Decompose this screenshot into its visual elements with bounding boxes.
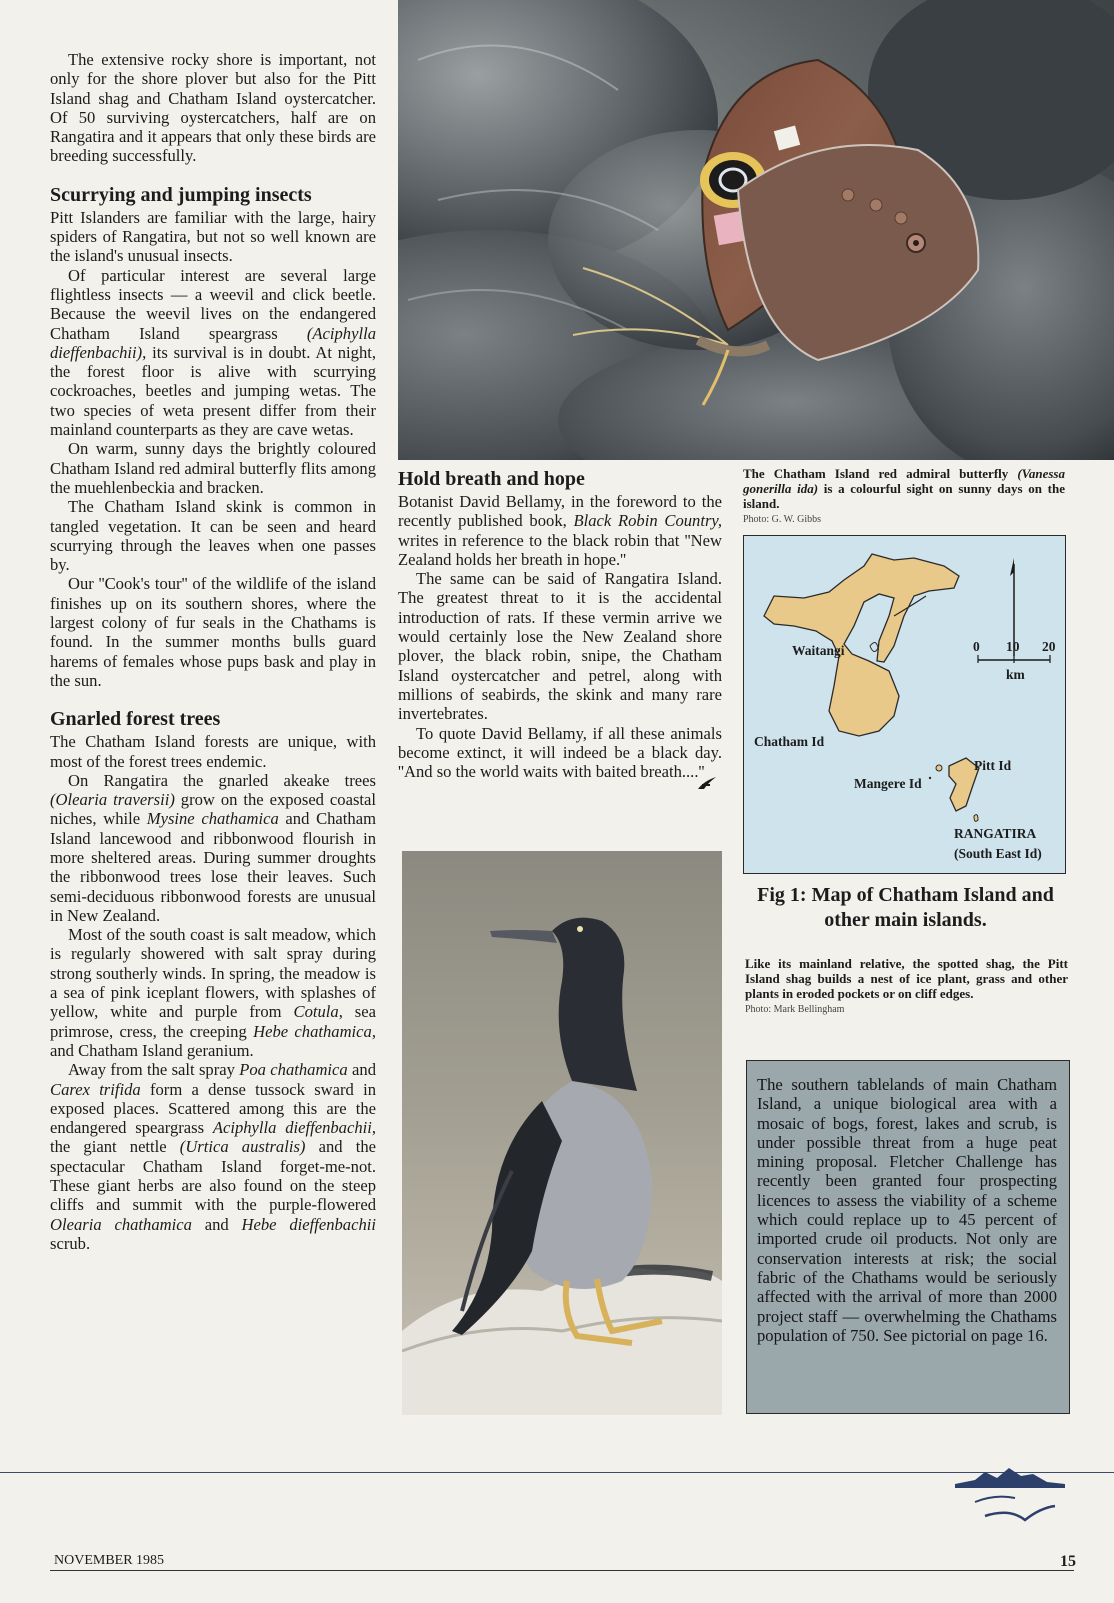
hope-paragraph-1: Botanist David Bellamy, in the foreword to the recently published book, Black Robin Country, writes in reference to the black robin that ''New Zealand holds her breath in hope.''	[398, 492, 722, 569]
magazine-logo-icon	[955, 1458, 1065, 1534]
scale-label-10: 10	[1006, 639, 1020, 654]
insects-paragraph-1: Pitt Islanders are familiar with the large, hairy spiders of Rangatira, but not so well known are the island's unusual insects.	[50, 207, 376, 266]
insects-paragraph-2: Of particular interest are several large flightless insects — a weevil and click beetle. Because the weevil lives on the endangered Chatham Island speargrass (Aciphylla dieffenbachii), its survival is in doubt. At night, the forest floor is alive with scurrying cockroaches, beetles and jumping wetas. The two species of weta present differ from their mainland counterparts as they are cave wetas.	[50, 265, 376, 440]
shag-photo-credit: Photo: Mark Bellingham	[745, 1004, 845, 1015]
middle-column	[398, 468, 722, 796]
forest-paragraph-1: The Chatham Island forests are unique, with most of the forest trees endemic.	[50, 732, 376, 771]
heading-insects: Scurrying and jumping insects	[50, 183, 312, 206]
footer-date: NOVEMBER 1985	[54, 1553, 165, 1568]
label-chatham: Chatham Id	[754, 734, 825, 749]
heading-hope: Hold breath and hope	[398, 468, 585, 490]
label-waitangi: Waitangi	[792, 643, 845, 658]
forest-paragraph-2: On Rangatira the gnarled akeake trees (Olearia traversii) grow on the exposed coastal niches, while Mysine chathamica and Chatham Island lancewood and ribbonwood flourish in more sheltered areas. During summer droughts the ribbonwood trees lose their leaves. Such semi-deciduous ribbonwood forests are unusual in New Zealand.	[50, 770, 376, 925]
scale-label-km: km	[1006, 667, 1025, 682]
map-figure-title: Fig 1: Map of Chatham Island and other main islands.	[757, 884, 1054, 931]
shag-illustration	[402, 851, 722, 1415]
mangere-island-shape	[936, 765, 942, 771]
scale-label-20: 20	[1042, 639, 1056, 654]
forest-paragraph-4: Away from the salt spray Poa chathamica and Carex trifida form a dense tussock sward in exposed places. Scattered among this are the endangered speargrass Aciphylla dieffenbachii, the giant nettle (Urtica australis) and the spectacular Chatham Island forget-me-not. These giant herbs are also found on the steep cliffs and summit with the purple-flowered Olearia chathamica and Hebe dieffenbachii scrub.	[50, 1060, 376, 1253]
left-column	[50, 50, 376, 1253]
footer-rule	[0, 1472, 1114, 1473]
forest-paragraph-3: Most of the south coast is salt meadow, which is regularly showered with salt spray during strong southerly winds. In spring, the meadow is a sea of pink iceplant flowers, with splashes of yellow, white and purple from Cotula, sea primrose, cress, the creeping Hebe chathamica, and Chatham Island geranium.	[50, 925, 376, 1060]
map-islands	[744, 536, 1066, 874]
insects-paragraph-3: On warm, sunny days the brightly coloured Chatham Island red admiral butterfly flits among the muehlenbeckia and bracken.	[50, 439, 376, 497]
hope-paragraph-3: To quote David Bellamy, if all these animals become extinct, it will indeed be a black day. ''And so the world waits with baited breath....''	[398, 723, 722, 782]
label-rangatira: RANGATIRA	[954, 826, 1037, 841]
hope-paragraph-2: The same can be said of Rangatira Island. The greatest threat to it is the accidental introduction of rats. If these vermin arrive we would certainly lose the New Zealand shore plover, the black robin, snipe, the Chatham Island oystercatcher and petrel, along with millions of seabirds, the skink and many rare invertebrates.	[398, 569, 722, 724]
scale-label-0: 0	[973, 639, 980, 654]
label-south-east: (South East Id)	[954, 846, 1042, 861]
page-number: 15	[1060, 1553, 1076, 1570]
butterfly-photo-credit: Photo: G. W. Gibbs	[743, 514, 822, 525]
insects-paragraph-4: The Chatham Island skink is common in tangled vegetation. It can be seen and heard scurrying through the leaves when one passes by.	[50, 497, 376, 575]
rangatira-island-shape	[974, 815, 978, 822]
butterfly-caption: The Chatham Island red admiral butterfly (Vanessa gonerilla ida) is a colourful sight on sunny days on the island. Photo: G. W. Gibbs	[743, 466, 1065, 525]
shag-caption: Like its mainland relative, the spotted shag, the Pitt Island shag builds a nest of ice plant, grass and other plants in eroded pockets or on cliff edges. Photo: Mark Bellingham	[745, 956, 1068, 1015]
heading-forest: Gnarled forest trees	[50, 708, 221, 731]
butterfly-photo	[398, 0, 1114, 460]
chatham-map	[743, 535, 1066, 874]
label-mangere: Mangere Id	[854, 776, 922, 791]
butterfly-illustration	[398, 0, 1114, 460]
label-pitt: Pitt Id	[974, 758, 1012, 773]
footer-bottom-rule	[50, 1570, 1074, 1571]
intro-paragraph: The extensive rocky shore is important, not only for the shore plover but also for the Pitt Island shag and Chatham Island oystercatcher. Of 50 surviving oystercatchers, half are on Rangatira and it appears that only these birds are breeding successfully.	[50, 50, 376, 166]
peat-mining-note: The southern tablelands of main Chatham Island, a unique biological area with a mosaic of bogs, forest, lakes and scrub, is under possible threat from a huge peat mining proposal. Fletcher Challenge has recently been granted four prospecting licences to assess the viability of a scheme which could replace up to 45 percent of imported crude oil products. Not only are conservation interests at risk; the social fabric of the Chathams would be seriously affected with the arrival of more than 2000 project staff — overwhelming the Chathams population of 750. See pictorial on page 16.	[746, 1060, 1070, 1414]
shag-photo	[402, 851, 722, 1415]
insects-paragraph-5: Our ''Cook's tour'' of the wildlife of the island finishes up on its southern shores, where the largest colony of fur seals in the Chathams is found. In the summer months bulls guard harems of females whose pups bask and play in the sun.	[50, 574, 376, 690]
